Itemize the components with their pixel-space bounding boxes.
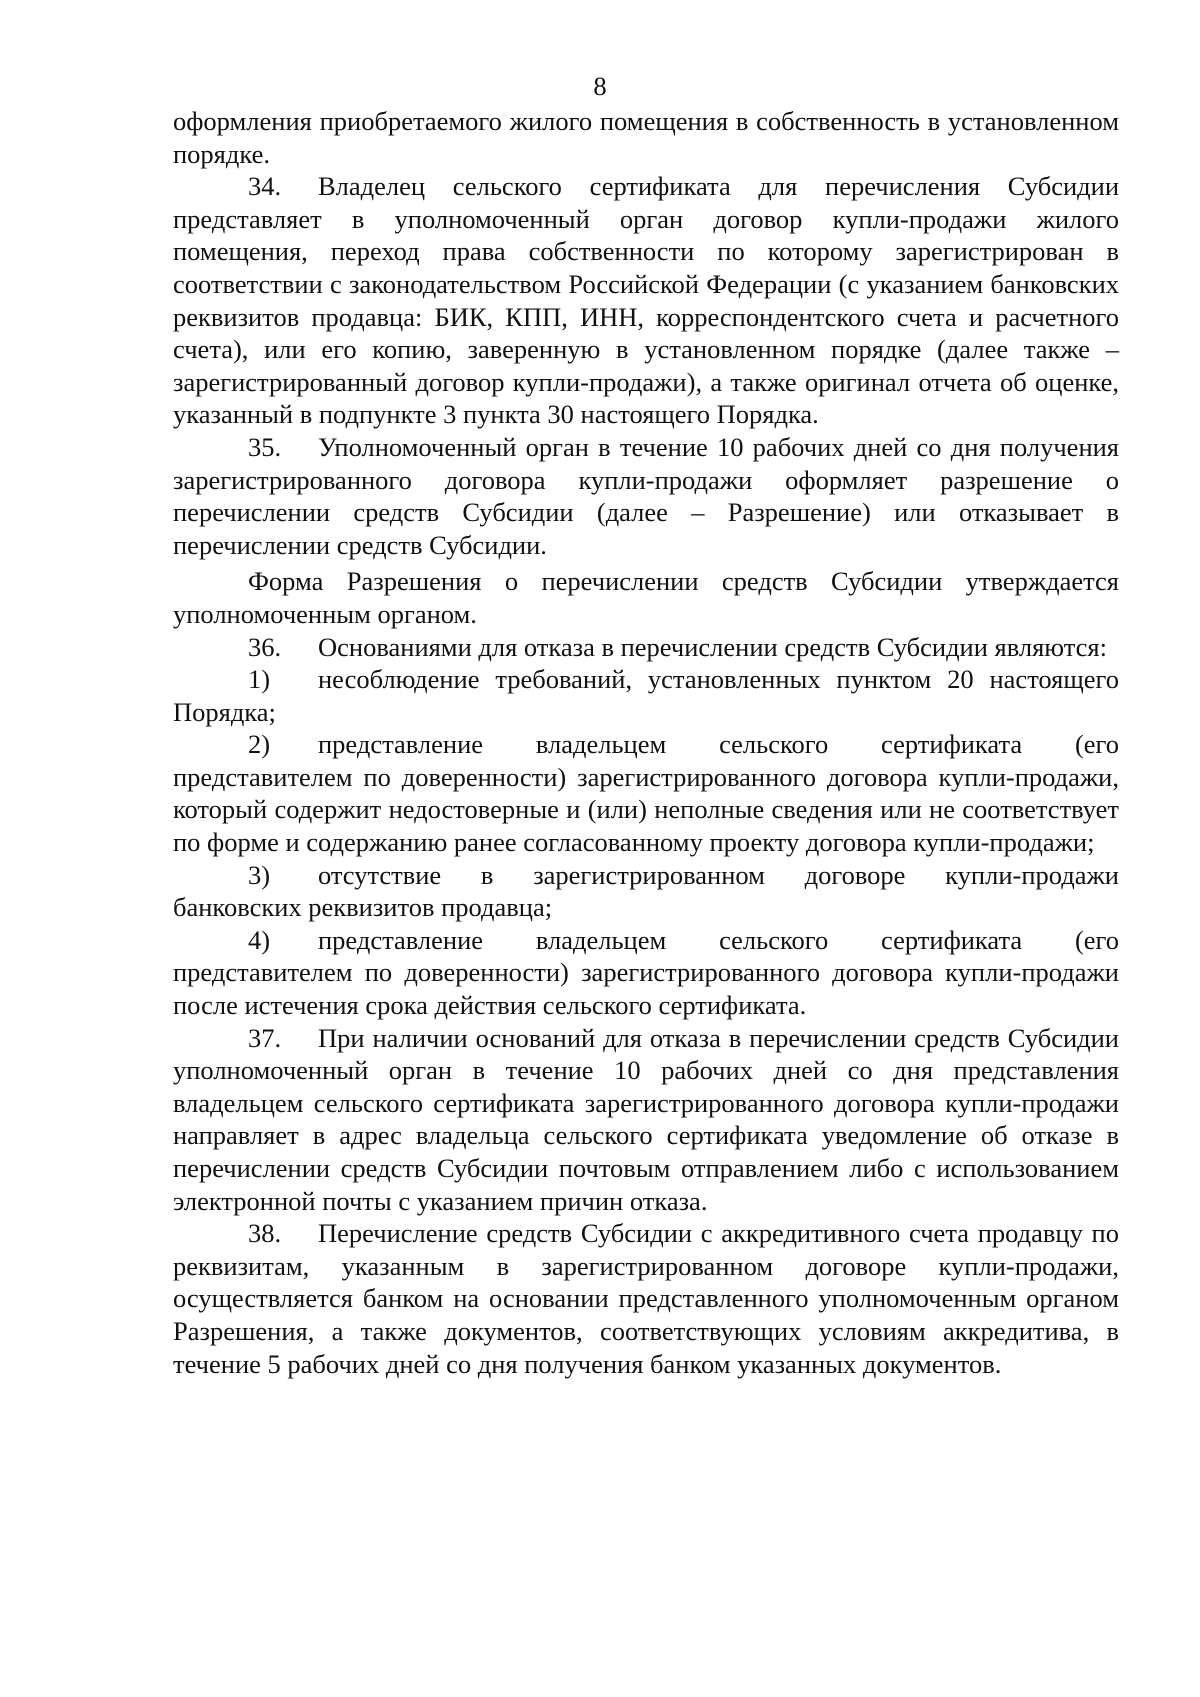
paragraph-text: Владелец сельского сертификата для перечисления Субсидии представляет в уполномоченный орган договор купли-продажи жилого помещения, переход права собственности по которому зарегистрирован в соответствии с законодательством Российской Федерации (с указанием банковских реквизитов продавца: БИК, КПП, ИНН, корреспондентского счета и расчетного счета), или его копию, заверенную в установленном порядке (далее также – зарегистрированный договор купли-продажи), а также оригинал отчета об оценке, указанный в подпункте 3 пункта 30 настоящего Порядка.	[173, 171, 1119, 430]
list-item-3	[173, 859, 1119, 924]
list-item-number: 4)	[248, 924, 271, 955]
list-item-text: представление владельцем сельского сертификата (его представителем по доверенности) зарегистрированного договора купли-продажи после истечения срока действия сельского сертификата.	[173, 924, 1119, 1021]
list-item-text: представление владельцем сельского сертификата (его представителем по доверенности) зарегистрированного договора купли-продажи, который содержит недостоверные и (или) неполные сведения или не соответствует по форме и содержанию ранее согласованному проекту договора купли-продажи;	[173, 729, 1119, 858]
paragraph-text: Уполномоченный орган в течение 10 рабочих дней со дня получения зарегистрированного договора купли-продажи оформляет разрешение о перечислении средств Субсидии (далее – Разрешение) или отказывает в перечислении средств Субсидии.	[173, 431, 1119, 560]
paragraph-text: Основаниями для отказа в перечислении средств Субсидии являются:	[318, 631, 1107, 662]
list-item-number: 3)	[248, 859, 271, 890]
list-item-text: отсутствие в зарегистрированном договоре купли-продажи банковских реквизитов продавца;	[173, 859, 1119, 923]
paragraph-number: 34.	[248, 171, 282, 202]
paragraph-36	[173, 631, 1119, 664]
paragraph-37	[173, 1022, 1119, 1218]
list-item-text: несоблюдение требований, установленных пунктом 20 настоящего Порядка;	[173, 664, 1119, 727]
list-item-4	[173, 924, 1119, 1022]
paragraph-38	[173, 1217, 1119, 1380]
paragraph-continuation	[173, 105, 1119, 170]
paragraph-text: При наличии оснований для отказа в перечислении средств Субсидии уполномоченный орган в течение 10 рабочих дней со дня представления владельцем сельского сертификата зарегистрированного договора купли-продажи направляет в адрес владельца сельского сертификата уведомление об отказе в перечислении средств Субсидии почтовым отправлением либо с использованием электронной почты с указанием причин отказа.	[173, 1022, 1119, 1216]
paragraph-number: 38.	[248, 1218, 282, 1249]
paragraph-number: 35.	[248, 431, 282, 462]
page-number: 8	[593, 71, 607, 101]
paragraph-text: оформления приобретаемого жилого помещения в собственность в установленном порядке.	[173, 106, 1119, 169]
paragraph-number: 36.	[248, 631, 282, 662]
paragraph-number: 37.	[248, 1022, 282, 1053]
document-body	[173, 105, 1119, 1380]
paragraph-form	[173, 565, 1119, 630]
list-item-number: 2)	[248, 729, 271, 760]
list-item-1	[173, 663, 1119, 728]
paragraph-text: Форма Разрешения о перечислении средств Субсидии утверждается уполномоченным органом.	[173, 566, 1119, 629]
list-item-2	[173, 728, 1119, 858]
paragraph-35	[173, 431, 1119, 561]
paragraph-34	[173, 170, 1119, 431]
paragraph-text: Перечисление средств Субсидии с аккредитивного счета продавцу по реквизитам, указанным в зарегистрированном договоре купли-продажи, осуществляется банком на основании представленного уполномоченным органом Разрешения, а также документов, соответствующих условиям аккредитива, в течение 5 рабочих дней со дня получения банком указанных документов.	[173, 1218, 1119, 1379]
list-item-number: 1)	[248, 664, 271, 695]
